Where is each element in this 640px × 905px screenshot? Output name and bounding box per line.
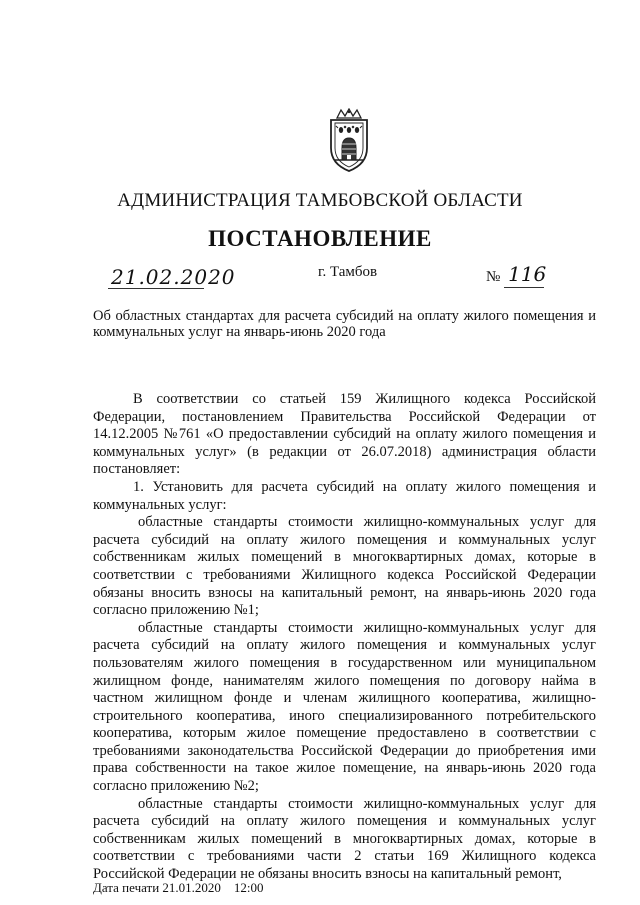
coat-of-arms-icon (323, 108, 375, 174)
document-body (93, 391, 596, 884)
organization-name: АДМИНИСТРАЦИЯ ТАМБОВСКОЙ ОБЛАСТИ (117, 190, 523, 211)
subitem-3-paragraph: областные стандарты стоимости жилищно-коммунальных услуг для расчета субсидий на оплату жилого помещения и коммунальных услуг собственникам жилых помещений в многоквартирных домах, которые в соответствии с требованиями части 2 статьи 169 Жилищного кодекса Российской Федерации не обязаны вносить взносы на капитальный ремонт, (93, 795, 596, 883)
print-date-footer: Дата печати 21.01.2020 12:00 (93, 880, 264, 895)
number-underline (504, 287, 544, 288)
document-number (486, 262, 546, 286)
document-city: г. Тамбов (318, 264, 378, 280)
subitem-2-paragraph: областные стандарты стоимости жилищно-коммунальных услуг для расчета субсидий на оплату жилого помещения и коммунальных услуг пользователям жилого помещения в государственном или муниципальном жилищном фонде, нанимателям жилого помещения по договору найма в частном жилищном фонде и членам жилищного кооператива, жилищно-строительного кооператива, иного специализированного потребительского кооператива, которым жилое помещение предоставлено в соответствии с требованиями законодательства Российской Федерации до приобретения ими права собственности на такое жилое помещение, на январь-июнь 2020 года согласно приложению №2; (93, 619, 596, 795)
number-label: № (486, 269, 501, 285)
date-underline (108, 288, 204, 289)
document-date: 21.02.2020 (111, 265, 236, 289)
subitem-1-paragraph: областные стандарты стоимости жилищно-коммунальных услуг для расчета субсидий на оплату жилого помещения и коммунальных услуг собственникам жилых помещений в многоквартирных домах, которые в соответствии с требованиями Жилищного кодекса Российской Федерации обязаны вносить взносы на капитальный ремонт, на январь-июнь 2020 года согласно приложению №1; (93, 514, 596, 619)
preamble-paragraph: В соответствии со статьей 159 Жилищного кодекса Российской Федерации, постановлением Правительства Российской Федерации от 14.12.2005 №761 «О предоставлении субсидий на оплату жилого помещения и коммунальных услуг» (в редакции от 26.07.2018) администрация области постановляет: (93, 391, 596, 478)
number-value: 116 (508, 262, 547, 286)
document-subject: Об областных стандартах для расчета субсидий на оплату жилого помещения и коммунальных услуг на январь-июнь 2020 года (93, 308, 596, 340)
document-type-title: ПОСТАНОВЛЕНИЕ (208, 226, 432, 251)
item-1-paragraph: 1. Установить для расчета субсидий на оплату жилого помещения и коммунальных услуг: (93, 478, 596, 513)
